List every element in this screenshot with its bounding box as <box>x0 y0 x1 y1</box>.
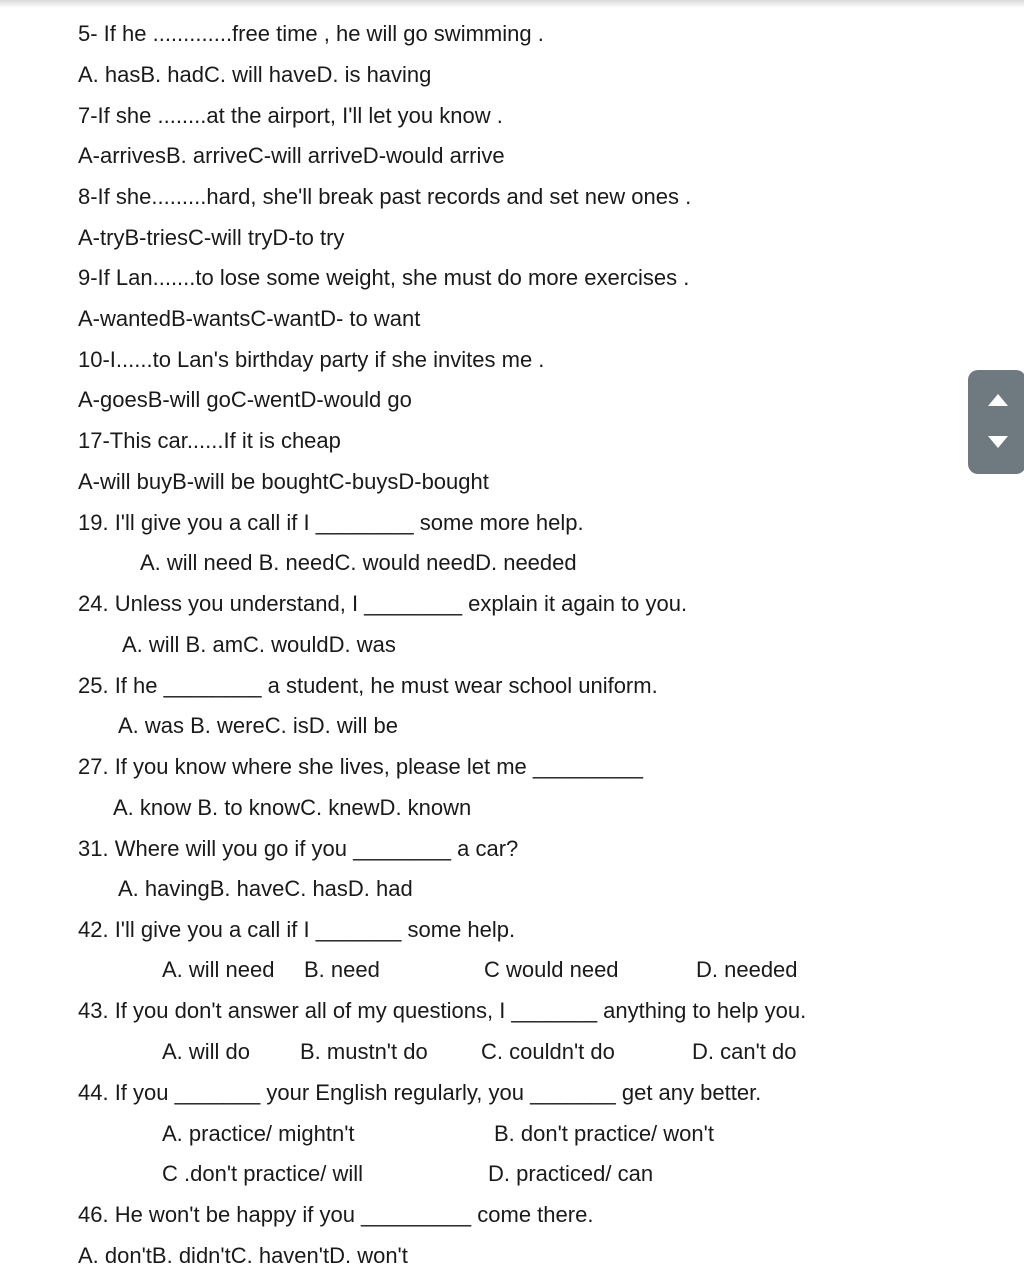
question-24: 24. Unless you understand, I ________ explain it again to you. <box>78 591 688 616</box>
q42-option-b: B. need <box>304 957 380 982</box>
options-9: A-wantedB-wantsC-wantD- to want <box>78 306 421 331</box>
options-10: A-goesB-will goC-wentD-would go <box>78 387 412 412</box>
q43-option-a: A. will do <box>162 1039 251 1064</box>
options-46: A. don'tB. didn'tC. haven'tD. won't <box>78 1243 408 1268</box>
question-7: 7-If she ........at the airport, I'll let you know . <box>78 103 503 128</box>
options-25: A. was B. wereC. isD. will be <box>118 713 398 738</box>
q42-option-a: A. will need <box>162 957 275 982</box>
question-5: 5- If he .............free time , he will go swimming . <box>78 21 544 46</box>
options-31: A. havingB. haveC. hasD. had <box>118 876 413 901</box>
options-24: A. will B. amC. wouldD. was <box>122 632 396 657</box>
options-8: A-tryB-triesC-will tryD-to try <box>78 225 345 250</box>
question-19: 19. I'll give you a call if I ________ some more help. <box>78 510 584 535</box>
question-17: 17-This car......If it is cheap <box>78 428 341 453</box>
question-8: 8-If she.........hard, she'll break past records and set new ones . <box>78 184 692 209</box>
q44-option-d: D. practiced/ can <box>488 1161 654 1186</box>
q43-option-d: D. can't do <box>692 1039 797 1064</box>
question-42: 42. I'll give you a call if I _______ some help. <box>78 917 516 942</box>
options-19: A. will need B. needC. would needD. needed <box>140 550 577 575</box>
q44-option-c: C .don't practice/ will <box>162 1161 364 1186</box>
question-9: 9-If Lan.......to lose some weight, she must do more exercises . <box>78 265 690 290</box>
q43-option-c: C. couldn't do <box>481 1039 615 1064</box>
options-5: A. hasB. hadC. will haveD. is having <box>78 62 432 87</box>
q42-option-d: D. needed <box>696 957 798 982</box>
q44-option-a: A. practice/ mightn't <box>162 1121 355 1146</box>
question-31: 31. Where will you go if you ________ a car? <box>78 836 519 861</box>
q44-option-b: B. don't practice/ won't <box>494 1121 714 1146</box>
triangle-up-icon[interactable] <box>988 394 1008 406</box>
options-27: A. know B. to knowC. knewD. known <box>113 795 472 820</box>
page-scroll-widget[interactable] <box>968 370 1024 474</box>
options-17: A-will buyB-will be boughtC-buysD-bought <box>78 469 489 494</box>
question-25: 25. If he ________ a student, he must wear school uniform. <box>78 673 658 698</box>
question-44: 44. If you _______ your English regularly, you _______ get any better. <box>78 1080 762 1105</box>
q43-option-b: B. mustn't do <box>300 1039 428 1064</box>
q42-option-c: C would need <box>484 957 619 982</box>
top-edge <box>0 0 1024 8</box>
question-46: 46. He won't be happy if you _________ come there. <box>78 1202 594 1227</box>
question-27: 27. If you know where she lives, please let me _________ <box>78 754 644 779</box>
triangle-down-icon[interactable] <box>988 436 1008 448</box>
question-10: 10-I......to Lan's birthday party if she invites me . <box>78 347 545 372</box>
options-7: A-arrivesB. arriveC-will arriveD-would arrive <box>78 143 505 168</box>
question-43: 43. If you don't answer all of my questions, I _______ anything to help you. <box>78 998 807 1023</box>
